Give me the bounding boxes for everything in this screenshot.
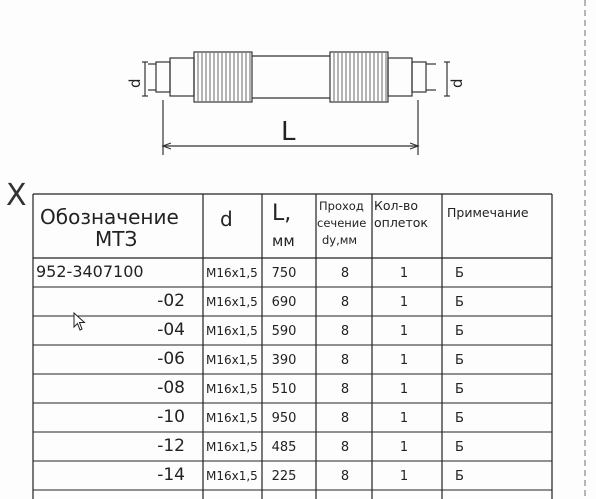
table-cell-designation: 952-3407100 <box>36 262 144 281</box>
table-cell-d: M16x1,5 <box>206 411 258 425</box>
table-cell-designation: -06 <box>157 349 185 369</box>
table-cell-bore: 8 <box>340 440 350 455</box>
table-cell-note: Б <box>455 411 464 426</box>
table-cell-L: 390 <box>271 353 297 368</box>
header-bore-line3: dу,мм <box>322 233 358 247</box>
dimension-l-label: L <box>281 117 296 147</box>
table-cell-note: Б <box>455 440 464 455</box>
table-cell-bore: 8 <box>340 469 350 484</box>
table-cell-designation: -14 <box>157 465 185 485</box>
table-cell-designation: -12 <box>157 436 185 456</box>
header-bore-line2: сечение <box>317 216 367 230</box>
table-cell-braids: 1 <box>399 266 409 281</box>
table-cell-bore: 8 <box>340 382 350 397</box>
header-d: d <box>220 207 233 231</box>
header-bore-line1: Проход <box>319 199 364 213</box>
table-cell-note: Б <box>455 382 464 397</box>
header-braids-line1: Кол-во <box>374 198 419 213</box>
header-note: Примечание <box>447 205 529 220</box>
table-cell-designation: -08 <box>157 378 185 398</box>
table-cell-note: Б <box>455 295 464 310</box>
table-cell-designation: -10 <box>157 407 185 427</box>
table-cell-L: 690 <box>271 295 297 310</box>
table-cell-note: Б <box>455 353 464 368</box>
header-length-line1: L, <box>272 201 292 226</box>
table-cell-bore: 8 <box>340 324 350 339</box>
table-cell-d: M16x1,5 <box>206 324 258 338</box>
table-cell-d: M16x1,5 <box>206 353 258 367</box>
table-cell-L: 485 <box>271 440 297 455</box>
table-cell-bore: 8 <box>340 295 350 310</box>
table-cell-d: M16x1,5 <box>206 266 258 280</box>
table-cell-L: 750 <box>271 266 297 281</box>
table-cell-designation: -04 <box>157 320 185 340</box>
table-cell-braids: 1 <box>399 411 409 426</box>
table-cell-L: 950 <box>271 411 297 426</box>
dimension-d-right-label: d <box>448 78 466 88</box>
table-cell-d: M16x1,5 <box>206 469 258 483</box>
table-cell-bore: 8 <box>340 353 350 368</box>
table-cell-bore: 8 <box>340 266 350 281</box>
table-cell-designation: -02 <box>157 291 185 311</box>
table-cell-note: Б <box>455 469 464 484</box>
table-cell-braids: 1 <box>399 440 409 455</box>
table-cell-braids: 1 <box>399 295 409 310</box>
header-designation-line1: Обозначение <box>40 205 179 229</box>
table-cell-L: 590 <box>271 324 297 339</box>
table-cell-L: 225 <box>271 469 297 484</box>
table-cell-braids: 1 <box>399 353 409 368</box>
handwritten-x-mark: X <box>6 178 27 213</box>
mouse-cursor-icon <box>73 312 87 332</box>
table-cell-note: Б <box>455 324 464 339</box>
table-cell-braids: 1 <box>399 469 409 484</box>
table-cell-L: 510 <box>271 382 297 397</box>
table-cell-d: M16x1,5 <box>206 440 258 454</box>
table-cell-braids: 1 <box>399 324 409 339</box>
table-cell-braids: 1 <box>399 382 409 397</box>
header-designation-line2: МТЗ <box>95 227 138 251</box>
table-cell-bore: 8 <box>340 411 350 426</box>
table-cell-note: Б <box>455 266 464 281</box>
header-braids-line2: оплеток <box>374 215 428 230</box>
table-cell-d: M16x1,5 <box>206 295 258 309</box>
dimension-d-left-label: d <box>126 78 144 88</box>
header-length-line2: мм <box>272 232 295 250</box>
table-cell-d: M16x1,5 <box>206 382 258 396</box>
